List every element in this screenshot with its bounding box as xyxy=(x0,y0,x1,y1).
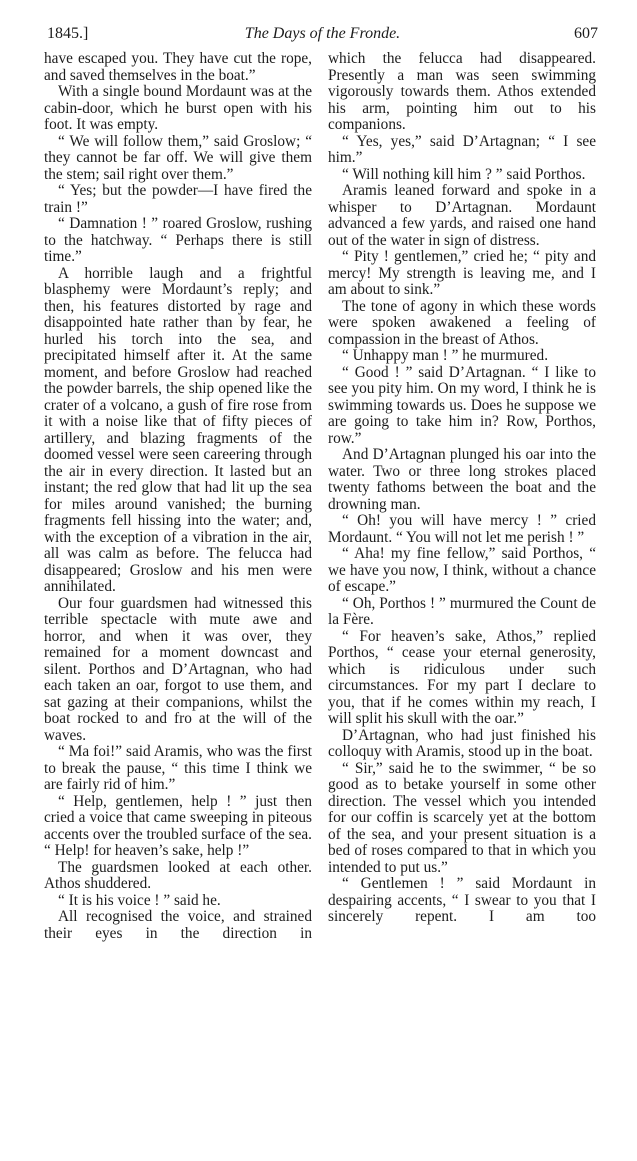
header-title: The Days of the Fronde. xyxy=(244,25,401,42)
paragraph: Aramis leaned forward and spoke in a whisper to D’Artagnan. Mordaunt advanced a few yards, and raised one hand out of the water in sign of distress. xyxy=(328,182,596,249)
running-header xyxy=(47,22,598,46)
paragraph: “ For heaven’s sake, Athos,” replied Porthos, “ cease your eternal generosity, which is ridiculous under such circumstances. For my part I declare to you, that if he comes within my reach, I will split his skull with the oar.” xyxy=(328,627,596,727)
header-year: 1845.] xyxy=(47,25,89,42)
paragraph: D’Artagnan, who had just finished his colloquy with Aramis, stood up in the boat. xyxy=(328,726,596,760)
paragraph: “ Pity ! gentlemen,” cried he; “ pity and mercy! My strength is leaving me, and I am about to sink.” xyxy=(328,248,596,298)
paragraph: And D’Artagnan plunged his oar into the water. Two or three long strokes placed twenty fathoms between the boat and the drowning man. xyxy=(328,446,596,513)
paragraph: “ Gentlemen ! ” said Mordaunt in despairing accents, “ I swear to you that I sincerely repent. I am too xyxy=(328,875,596,925)
paragraph: The tone of agony in which these words were spoken awakened a feeling of compassion in the breast of Athos. xyxy=(328,297,596,348)
paragraph: “ Unhappy man ! ” he murmured. xyxy=(342,347,549,364)
paragraph: “ Help, gentlemen, help ! ” just then cried a voice that came sweeping in piteous accents over the troubled surface of the sea. “ Help! for heaven’s sake, help !” xyxy=(44,792,312,859)
page-number: 607 xyxy=(574,25,598,42)
paragraph: which the felucca had disappeared. Presently a man was seen swimming vigorously towards them. Athos extended his arm, pointing him out to his companions. xyxy=(328,50,596,133)
paragraph: “ It is his voice ! ” said he. xyxy=(58,891,221,909)
paragraph: “ Oh, Porthos ! ” murmured the Count de la Fère. xyxy=(328,594,596,628)
paragraph: “ Aha! my fine fellow,” said Porthos, “ we have you now, I think, without a chance of escape.” xyxy=(328,545,596,595)
paragraph: “ Damnation ! ” roared Groslow, rushing to the hatchway. “ Perhaps there is still time.” xyxy=(44,215,312,265)
paragraph: “ We will follow them,” said Groslow; “ they cannot be far off. We will give them the stem; sail right over them.” xyxy=(44,132,312,183)
right-column xyxy=(328,51,596,926)
paragraph: “ Yes; but the powder—I have fired the train !” xyxy=(44,182,312,216)
paragraph: A horrible laugh and a frightful blasphemy were Mordaunt’s reply; and then, his features distorted by rage and disappointed hate rather than by fear, he hurled his torch into the sea, and precipitated himself after it. At the same moment, and before Groslow had reached the powder barrels, the ship opened like the crater of a volcano, a gush of fire rose from it with a noise like that of fifty pieces of artillery, and blazing fragments of the doomed vessel were seen careering through the air in every direction. It lasted but an instant; the red glow that had lit up the sea for miles around vanished; the burning fragments fell hissing into the water; and, with the exception of a vibration in the air, all was calm as before. The felucca had disappeared; Groslow and his men were annihilated. xyxy=(44,264,312,595)
paragraph: All recognised the voice, and strained their eyes in the direction in xyxy=(44,908,312,942)
paragraph: The guardsmen looked at each other. Athos shuddered. xyxy=(44,858,312,892)
paragraph: With a single bound Mordaunt was at the cabin-door, which he burst open with his foot. It was empty. xyxy=(44,83,312,133)
paragraph: “ Sir,” said he to the swimmer, “ be so good as to betake yourself in some other direction. The vessel which you intended for our coffin is scarcely yet at the bottom of the sea, and your present situation is a bed of roses compared to that in which you intended to put us.” xyxy=(328,759,596,876)
paragraph: have escaped you. They have cut the rope, and saved themselves in the boat.” xyxy=(44,50,312,84)
paragraph: “ Yes, yes,” said D’Artagnan; “ I see him.” xyxy=(328,132,596,166)
paragraph: “ Oh! you will have mercy ! ” cried Mordaunt. “ You will not let me perish ! ” xyxy=(328,512,596,546)
paragraph: “ Ma foi!” said Aramis, who was the first to break the pause, “ this time I think we are fairly rid of him.” xyxy=(44,743,312,793)
left-column xyxy=(44,51,312,942)
paragraph: “ Good ! ” said D’Artagnan. “ I like to see you pity him. On my word, I think he is swimming towards us. Does he suppose we are going to take him in? Row, Porthos, row.” xyxy=(328,363,596,447)
paragraph: Our four guardsmen had witnessed this terrible spectacle with mute awe and horror, and when it was over, they remained for a moment downcast and silent. Porthos and D’Artagnan, who had each taken an oar, forgot to use them, and sat gazing at their companions, whilst the boat rocked to and fro at the will of the waves. xyxy=(44,594,312,744)
paragraph: “ Will nothing kill him ? ” said Porthos. xyxy=(342,165,586,183)
